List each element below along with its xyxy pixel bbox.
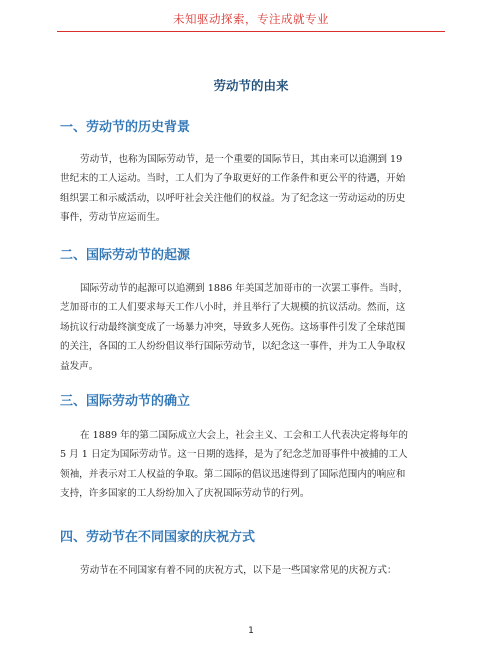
page-number: 1 (248, 626, 254, 636)
paragraph-line: 支持，许多国家的工人纷纷加入了庆祝国际劳动节的行列。 (60, 488, 310, 500)
paragraph-line: 益发声。 (60, 360, 99, 372)
paragraph-line: 5 月 1 日定为国际劳动节。这一日期的选择，是为了纪念芝加哥事件中被捕的工人 (60, 449, 408, 461)
paragraph-line: 组织罢工和示威活动，以呼吁社会关注他们的权益。为了纪念这一劳动运动的历史 (60, 192, 406, 204)
paragraph-line: 场抗议行动最终演变成了一场暴力冲突，导致多人死伤。这场事件引发了全球范围 (60, 321, 406, 333)
paragraph-line: 劳动节，也称为国际劳动节，是一个重要的国际节日，其由来可以追溯到 19 (80, 154, 403, 165)
section-heading-origin: 二、国际劳动节的起源 (60, 248, 191, 263)
document-title: 劳动节的由来 (213, 78, 289, 93)
paragraph-line: 领袖，并表示对工人权益的争取。第二国际的倡议迅速得到了国际范围内的响应和 (60, 468, 406, 480)
paragraph-line: 的关注，各国的工人纷纷倡议举行国际劳动节，以纪念这一事件，并为工人争取权 (60, 341, 406, 353)
section-paragraph-origin (60, 279, 442, 376)
page-header-text: 未知驱动探索，专注成就专业 (173, 12, 329, 26)
section-heading-celebrations: 四、劳动节在不同国家的庆祝方式 (60, 530, 256, 545)
section-heading-history-background: 一、劳动节的历史背景 (60, 120, 191, 135)
header-divider (57, 31, 445, 32)
paragraph-line: 劳动节在不同国家有着不同的庆祝方式，以下是一些国家常见的庆祝方式： (80, 565, 397, 576)
paragraph-line: 芝加哥市的工人们要求每天工作八小时，并且举行了大规模的抗议活动。然而，这 (60, 302, 406, 314)
section-paragraph-history-background (60, 150, 442, 228)
paragraph-line: 国际劳动节的起源可以追溯到 1886 年美国芝加哥市的一次罢工事件。当时， (80, 283, 408, 294)
section-paragraph-celebrations (60, 561, 442, 580)
paragraph-line: 世纪末的工人运动。当时，工人们为了争取更好的工作条件和更公平的待遇，开始 (60, 173, 406, 185)
paragraph-line: 事件，劳动节应运而生。 (60, 212, 166, 224)
paragraph-line: 在 1889 年的第二国际成立大会上，社会主义、工会和工人代表决定将每年的 (80, 430, 408, 441)
section-paragraph-establishment (60, 426, 442, 504)
section-heading-establishment: 三、国际劳动节的确立 (60, 394, 191, 409)
